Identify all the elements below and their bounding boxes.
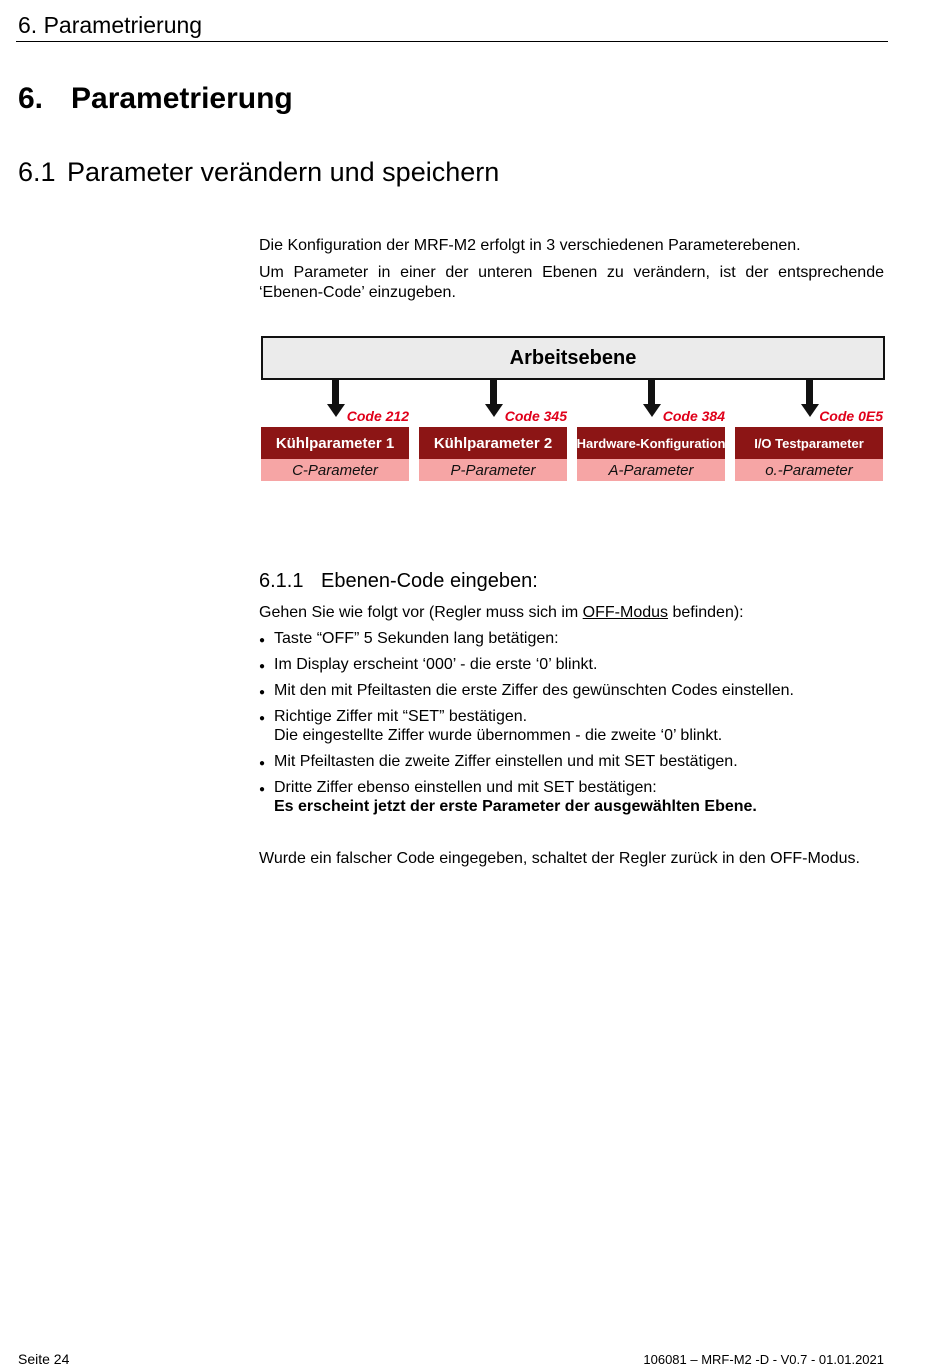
steps-list (259, 629, 899, 823)
heading-1 (18, 82, 293, 116)
down-arrow-icon (490, 380, 497, 406)
step-text-line-2: Die eingestellte Ziffer wurde übernommen - die zweite ‘0’ blinkt. (274, 727, 723, 744)
heading-3-number: 6.1.1 (259, 570, 304, 592)
down-arrow-icon (332, 380, 339, 406)
level-code: Code 0E5 (819, 408, 883, 424)
list-item (259, 629, 899, 648)
instruction (259, 603, 744, 623)
level-sub: P-Parameter (419, 459, 567, 481)
level-code: Code 384 (662, 408, 725, 424)
wrong-code-note: Wurde ein falscher Code eingegeben, schaltet der Regler zurück in den OFF-Modus. (259, 850, 860, 867)
list-item (259, 707, 899, 745)
step-text: Mit Pfeiltasten die zweite Ziffer einstellen und mit SET bestätigen. (274, 753, 738, 770)
level-3 (577, 380, 725, 482)
off-mode-link: OFF-Modus (582, 604, 669, 621)
down-arrow-icon (806, 380, 813, 406)
parameter-levels-diagram (261, 336, 883, 486)
level-sub: C-Parameter (261, 459, 409, 481)
step-text: Taste “OFF” 5 Sekunden lang betätigen: (274, 630, 559, 647)
list-item (259, 655, 899, 674)
level-1 (261, 380, 409, 482)
heading-2-number: 6.1 (18, 157, 56, 187)
running-header: 6. Parametrierung (18, 12, 203, 38)
heading-3-title: Ebenen-Code eingeben: (321, 570, 538, 592)
level-name: I/O Testparameter (735, 427, 883, 459)
heading-1-number: 6. (18, 82, 44, 115)
level-2 (419, 380, 567, 482)
level-sub: A-Parameter (577, 459, 725, 481)
heading-2-title: Parameter verändern und speichern (67, 157, 500, 187)
heading-1-title: Parametrierung (71, 82, 293, 115)
heading-3 (259, 570, 538, 593)
list-item (259, 752, 899, 771)
step-text: Mit den mit Pfeiltasten die erste Ziffer des gewünschten Codes einstellen. (274, 682, 794, 699)
list-item (259, 681, 899, 700)
step-text: Dritte Ziffer ebenso einstellen und mit SET bestätigen: (274, 779, 657, 796)
header-rule (16, 41, 888, 42)
intro-line-2: Um Parameter in einer der unteren Ebenen zu verändern, ist der entsprechende ‘Ebenen-Code’ einzugeben. (259, 264, 884, 301)
arrow-head-icon (485, 404, 503, 417)
document-id: 106081 – MRF-M2 -D - V0.7 - 01.01.2021 (643, 1352, 884, 1367)
step-text-bold: Es erscheint jetzt der erste Parameter der ausgewählten Ebene. (274, 798, 757, 815)
arrow-head-icon (327, 404, 345, 417)
down-arrow-icon (648, 380, 655, 406)
work-level-box: Arbeitsebene (261, 336, 885, 380)
step-text: Im Display erscheint ‘000’ - die erste ‘0’ blinkt. (274, 656, 598, 673)
level-code: Code 345 (504, 408, 567, 424)
list-item (259, 778, 899, 816)
level-code: Code 212 (346, 408, 409, 424)
level-sub: o.-Parameter (735, 459, 883, 481)
instruction-after: befinden): (668, 604, 744, 621)
level-name: Kühlparameter 1 (261, 427, 409, 459)
instruction-before: Gehen Sie wie folgt vor (Regler muss sich im (259, 604, 583, 621)
level-name: Kühlparameter 2 (419, 427, 567, 459)
level-name: Hardware-Konfiguration (577, 427, 725, 459)
heading-2 (18, 157, 499, 188)
arrow-head-icon (643, 404, 661, 417)
level-4 (735, 380, 883, 482)
step-text: Richtige Ziffer mit “SET” bestätigen. (274, 708, 528, 725)
arrow-head-icon (801, 404, 819, 417)
page-number: Seite 24 (18, 1351, 70, 1367)
intro-line-1: Die Konfiguration der MRF-M2 erfolgt in 3 verschiedenen Parameterebenen. (259, 237, 801, 254)
